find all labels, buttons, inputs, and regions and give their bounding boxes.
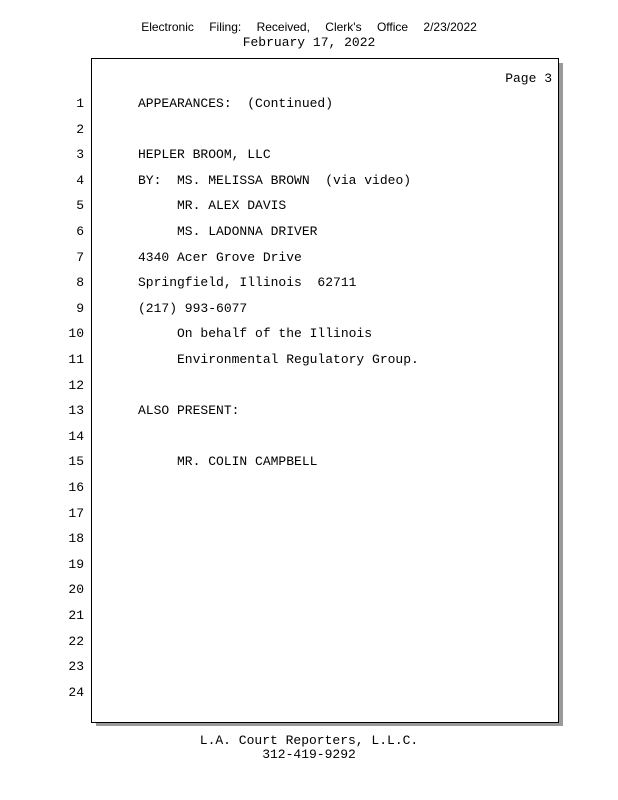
- line-text: BY: MS. MELISSA BROWN (via video): [138, 172, 412, 188]
- line-text: ALSO PRESENT:: [138, 403, 240, 419]
- line-text: Springfield, Illinois 62711: [138, 275, 357, 291]
- line-text: Environmental Regulatory Group.: [177, 352, 419, 367]
- line-text: (217) 993-6077: [138, 300, 248, 316]
- reporter-company: L.A. Court Reporters, L.L.C.: [199, 733, 419, 748]
- line-number: 18: [68, 531, 84, 547]
- page-number: Page 3: [505, 71, 552, 86]
- transcript-date: February 17, 2022: [242, 35, 376, 50]
- line-number: 5: [76, 198, 84, 214]
- line-text: MS. LADONNA DRIVER: [177, 224, 318, 239]
- line-number: 20: [68, 582, 84, 598]
- line-number: 1: [76, 96, 84, 111]
- line-number: 12: [68, 377, 84, 393]
- transcript-page: [68, 58, 559, 723]
- line-number: 16: [68, 480, 84, 495]
- stamp-word: Clerk's: [325, 20, 362, 34]
- line-number: 8: [76, 275, 84, 291]
- stamp-word: Received,: [256, 20, 310, 34]
- line-number: 11: [68, 352, 84, 367]
- line-text: On behalf of the Illinois: [177, 326, 373, 342]
- line-number: 15: [68, 454, 84, 470]
- line-number: 17: [68, 505, 84, 521]
- stamp-word: Office: [376, 20, 409, 34]
- line-number: 24: [68, 684, 84, 700]
- line-number: 9: [76, 300, 84, 316]
- line-number: 21: [68, 608, 84, 623]
- line-number: 13: [68, 403, 84, 419]
- line-text: HEPLER BROOM, LLC: [138, 147, 271, 163]
- stamp-word: 2/23/2022: [423, 20, 477, 34]
- filing-stamp: [0, 20, 618, 34]
- line-number: 2: [76, 121, 84, 137]
- stamp-word: Filing:: [209, 20, 242, 34]
- stamp-word: Electronic: [141, 20, 194, 34]
- line-number: 22: [68, 633, 84, 649]
- reporter-phone: 312-419-9292: [262, 747, 356, 762]
- line-number: 4: [76, 172, 84, 188]
- line-text: MR. ALEX DAVIS: [177, 198, 287, 214]
- line-text: MR. COLIN CAMPBELL: [177, 454, 318, 470]
- line-number: 14: [68, 428, 84, 444]
- line-number: 6: [76, 224, 84, 239]
- line-number: 10: [68, 326, 84, 342]
- line-number: 23: [68, 659, 84, 675]
- line-number: 3: [76, 147, 84, 163]
- line-number: 7: [76, 249, 84, 265]
- line-text: 4340 Acer Grove Drive: [138, 249, 302, 265]
- line-number: 19: [68, 556, 84, 572]
- line-text: APPEARANCES: (Continued): [138, 96, 334, 111]
